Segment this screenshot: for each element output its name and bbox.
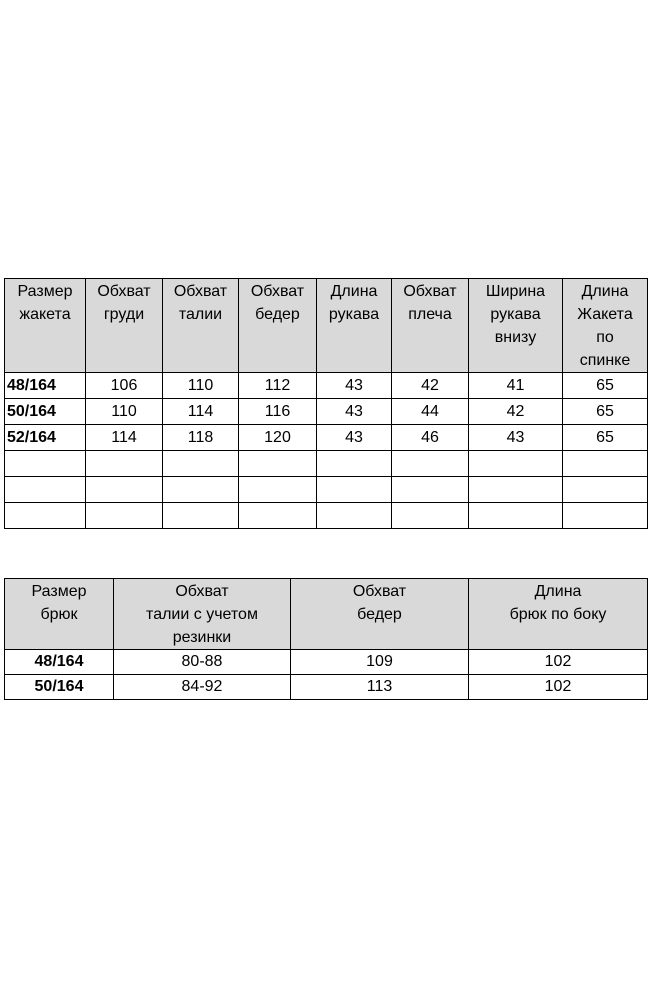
table-cell [86,477,163,503]
table-cell [239,451,317,477]
table-cell [239,477,317,503]
table-cell: 43 [317,373,392,399]
table-cell [86,451,163,477]
table-cell [469,477,563,503]
table-cell [239,503,317,529]
table-header-row [5,279,648,373]
table-cell [392,451,469,477]
table-cell: 112 [239,373,317,399]
header-cell: Ширина рукава внизу [469,279,563,373]
table-cell [563,451,648,477]
table-cell: 42 [392,373,469,399]
table-cell: 84-92 [114,675,291,700]
table-cell [469,451,563,477]
size-cell: 48/164 [5,373,86,399]
table-cell: 118 [163,425,239,451]
table-cell [5,503,86,529]
table-cell: 41 [469,373,563,399]
table-row-empty [5,503,648,529]
table-cell: 43 [317,399,392,425]
table-row [5,425,648,451]
table-cell: 109 [291,650,469,675]
table-cell: 43 [469,425,563,451]
table-cell [5,451,86,477]
table-cell [563,477,648,503]
table-row [5,373,648,399]
table-cell [317,503,392,529]
table-cell: 43 [317,425,392,451]
pants-size-table [4,578,648,700]
jacket-size-table [4,278,648,529]
size-cell: 48/164 [5,650,114,675]
table-row [5,399,648,425]
size-cell: 50/164 [5,399,86,425]
table-cell: 80-88 [114,650,291,675]
table-row-empty [5,477,648,503]
table-cell [5,477,86,503]
table-cell [392,477,469,503]
table-cell: 42 [469,399,563,425]
table-cell: 102 [469,675,648,700]
table-cell: 65 [563,373,648,399]
table-cell: 44 [392,399,469,425]
header-cell: Обхват талии с учетом резинки [114,579,291,650]
table-cell: 114 [86,425,163,451]
header-cell: Длина брюк по боку [469,579,648,650]
table-cell: 116 [239,399,317,425]
header-cell: Обхват талии [163,279,239,373]
table-cell: 102 [469,650,648,675]
table-header-row [5,579,648,650]
table-cell [163,451,239,477]
table-cell: 113 [291,675,469,700]
table-cell [317,451,392,477]
size-cell: 50/164 [5,675,114,700]
size-cell: 52/164 [5,425,86,451]
table-cell: 110 [86,399,163,425]
table-cell [163,477,239,503]
header-cell: Размер брюк [5,579,114,650]
header-cell: Размер жакета [5,279,86,373]
table-cell: 65 [563,399,648,425]
table-cell [163,503,239,529]
table-cell: 114 [163,399,239,425]
table-cell: 46 [392,425,469,451]
table-cell [392,503,469,529]
header-cell: Обхват бедер [239,279,317,373]
header-cell: Длина Жакета по спинке [563,279,648,373]
table-row [5,675,648,700]
table-cell [469,503,563,529]
table-cell: 106 [86,373,163,399]
header-cell: Обхват плеча [392,279,469,373]
table-cell: 65 [563,425,648,451]
table-cell [563,503,648,529]
header-cell: Обхват бедер [291,579,469,650]
header-cell: Длина рукава [317,279,392,373]
table-row-empty [5,451,648,477]
table-cell: 120 [239,425,317,451]
table-cell: 110 [163,373,239,399]
header-cell: Обхват груди [86,279,163,373]
table-cell [317,477,392,503]
table-row [5,650,648,675]
table-cell [86,503,163,529]
